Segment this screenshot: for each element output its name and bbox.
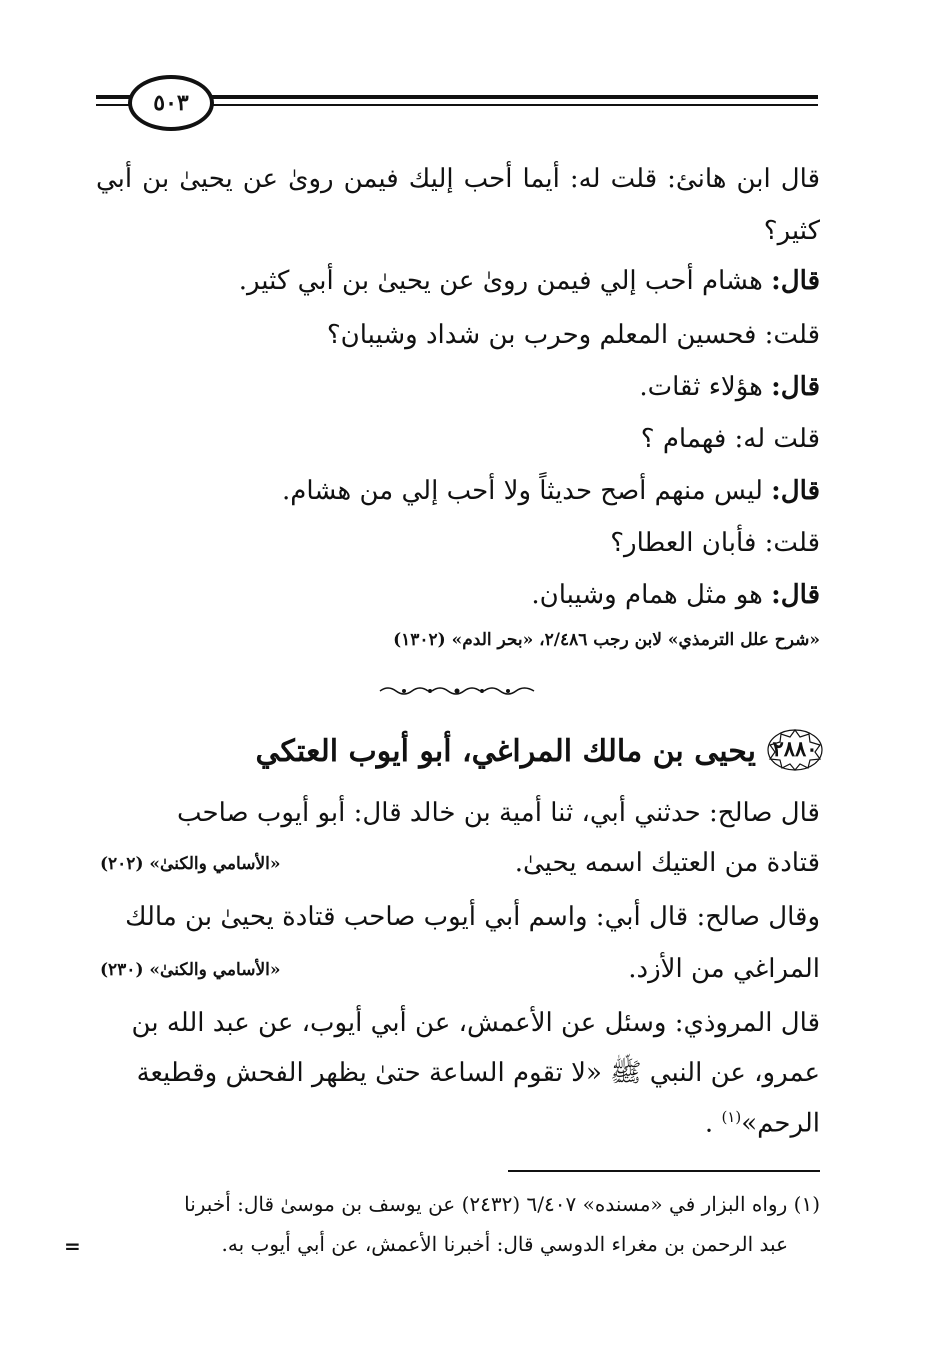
entry-p1-line2: قتادة من العتيك اسمه يحيىٰ. — [514, 848, 820, 878]
entry-p3-line3 — [705, 1110, 820, 1137]
section1-line2: كثير؟ — [763, 216, 820, 246]
entry-p3-text: الرحم» — [741, 1108, 820, 1139]
page-number-text: ٥٠٣ — [153, 90, 189, 116]
entry-p2-line1 — [125, 904, 820, 930]
dialogue-line — [610, 530, 820, 556]
section1-source: «شرح علل الترمذي» لابن رجب ٢/٤٨٦، «بحر الدم» (١٣٠٢) — [393, 630, 820, 650]
dialogue-line — [282, 478, 820, 504]
dialogue-text: هؤلاء ثقات. — [639, 372, 763, 402]
entry-number: ٢٨٨٠ — [772, 736, 818, 761]
dialogue-speaker: قال: — [771, 372, 820, 402]
dialogue-text: فأبان العطار؟ — [610, 528, 757, 558]
dialogue-speaker: قال: — [771, 580, 820, 610]
dialogue-text: فهمام ؟ — [640, 424, 727, 454]
footnote-number: (١) — [793, 1192, 820, 1216]
footnote-line1 — [184, 1194, 820, 1214]
dialogue-speaker: قال: — [771, 266, 820, 296]
entry-p3-line1: قال المروذي: وسئل عن الأعمش، عن أبي أيوب، عن عبد الله بن — [131, 1008, 820, 1038]
dialogue-line — [327, 322, 820, 348]
dialogue-speaker: قلت: — [764, 320, 820, 350]
entry-p2-source: «الأسامي والكنىٰ» (٢٣٠) — [100, 960, 281, 980]
footnote-line2: عبد الرحمن بن مغراء الدوسي قال: أخبرنا الأعمش، عن أبي أيوب به. — [221, 1232, 788, 1256]
dialogue-text: هشام أحب إلي فيمن روىٰ عن يحيىٰ بن أبي كثير. — [238, 266, 763, 296]
dialogue-line — [531, 582, 820, 608]
dialogue-line — [641, 426, 820, 452]
dialogue-speaker: قال: — [771, 476, 820, 506]
page-number — [128, 75, 214, 131]
entry-title: يحيى بن مالك المراغي، أبو أيوب العتكي — [255, 734, 756, 769]
dialogue-text: ليس منهم أصح حديثاً ولا أحب إلي من هشام. — [282, 476, 763, 506]
dialogue-speaker: قلت: — [764, 528, 820, 558]
ornament-divider — [378, 684, 536, 698]
dialogue-text: هو مثل همام وشيبان. — [531, 580, 763, 610]
footnote-rule — [508, 1170, 820, 1172]
entry-p1-line1: قال صالح: حدثني أبي، ثنا أمية بن خالد قال: أبو أيوب صاحب — [176, 798, 820, 828]
entry-p2-line2: المراغي من الأزد. — [628, 954, 820, 984]
entry-p3-end: . — [704, 1108, 714, 1139]
dialogue-line — [639, 374, 820, 400]
entry-p1-source: «الأسامي والكنىٰ» (٢٠٢) — [100, 854, 281, 874]
entry-p3-line2: عمرو، عن النبي ﷺ «لا تقوم الساعة حتىٰ يظهر الفحش وقطيعة — [136, 1058, 820, 1088]
dialogue-line — [239, 268, 820, 294]
entry-p2-text: وقال صالح: قال أبي: واسم أبي أيوب صاحب قتادة يحيىٰ بن مالك — [125, 902, 820, 932]
continuation-mark: = — [64, 1234, 81, 1258]
dialogue-speaker: قلت له: — [734, 424, 820, 454]
section1-line1: قال ابن هانئ: قلت له: أيما أحب إليك فيمن روىٰ عن يحيىٰ بن أبي — [96, 164, 820, 194]
footnote-text: رواه البزار في «مسنده» ٦/٤٠٧ (٢٤٣٢) عن يوسف بن موسىٰ قال: أخبرنا — [184, 1192, 788, 1216]
footnote-ref[interactable]: (١) — [721, 1108, 742, 1126]
dialogue-text: فحسين المعلم وحرب بن شداد وشيبان؟ — [326, 320, 757, 350]
